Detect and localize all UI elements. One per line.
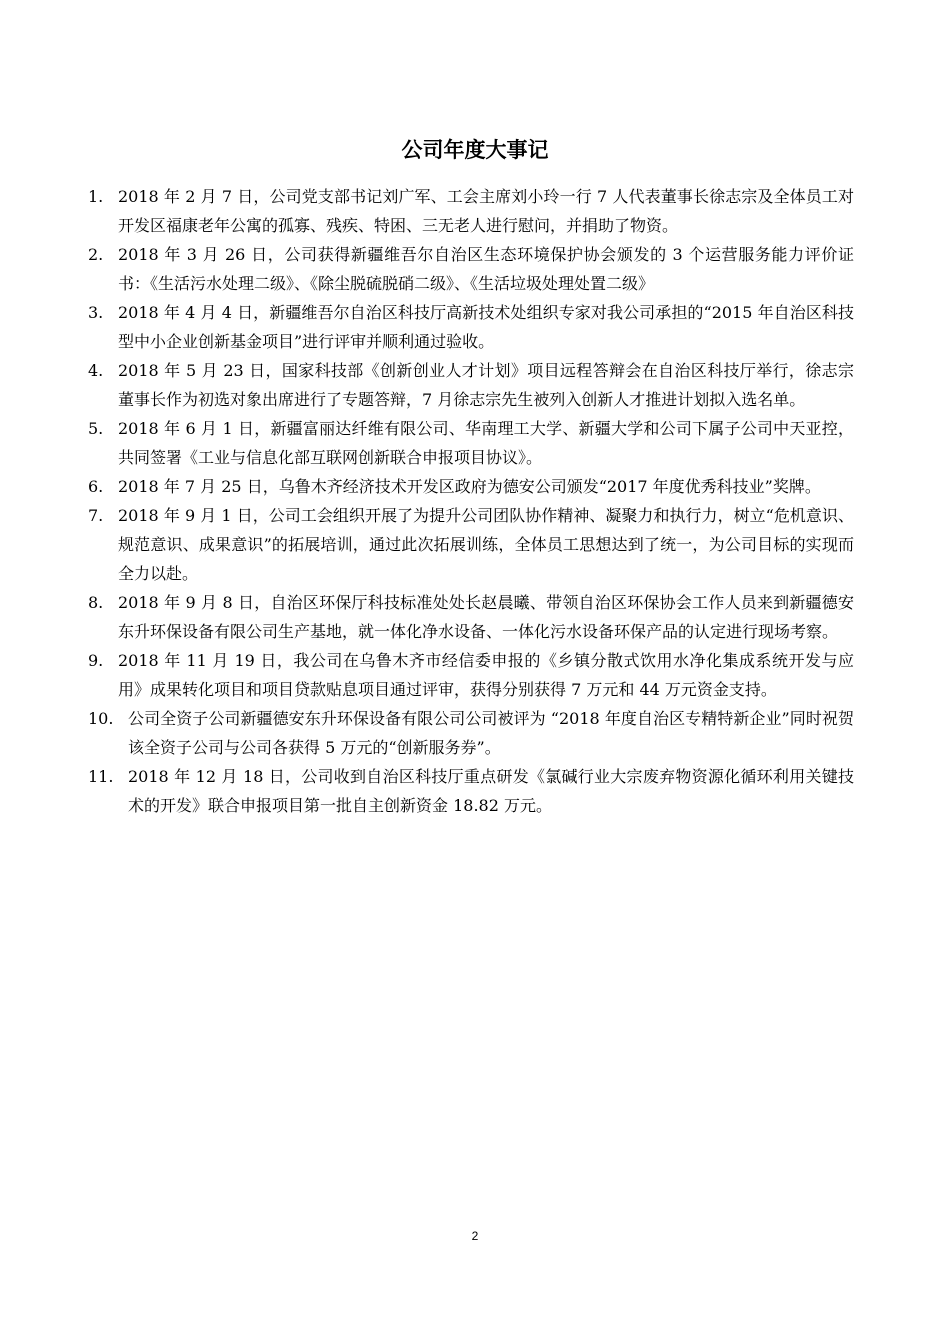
list-item [88, 646, 854, 704]
list-item-text: 2018 年 9 月 8 日，自治区环保厅科技标准处处长赵晨曦、带领自治区环保协会工作人员来到新疆德安东升环保设备有限公司生产基地，就一体化净水设备、一体化污水设备环保产品的认定进行现场考察。 [118, 593, 854, 641]
list-item-text: 公司全资子公司新疆德安东升环保设备有限公司公司被评为 “2018 年度自治区专精特新企业”同时祝贺该全资子公司与公司各获得 5 万元的“创新服务券”。 [128, 709, 854, 757]
list-item-text: 2018 年 12 月 18 日，公司收到自治区科技厅重点研发《氯碱行业大宗废弃物资源化循环利用关键技术的开发》联合申报项目第一批自主创新资金 18.82 万元。 [128, 767, 854, 815]
list-item-text: 2018 年 7 月 25 日，乌鲁木齐经济技术开发区政府为德安公司颁发“2017 年度优秀科技业”奖牌。 [118, 477, 821, 496]
list-item-text: 2018 年 6 月 1 日，新疆富丽达纤维有限公司、华南理工大学、新疆大学和公司下属子公司中天亚控，共同签署《工业与信息化部互联网创新联合申报项目协议》。 [118, 419, 854, 467]
list-item-text: 2018 年 5 月 23 日，国家科技部《创新创业人才计划》项目远程答辩会在自治区科技厅举行，徐志宗董事长作为初选对象出席进行了专题答辩，7 月徐志宗先生被列入创新人才推进计划拟入选名单。 [118, 361, 854, 409]
list-item-number: 11. [88, 767, 114, 786]
list-item [88, 356, 854, 414]
list-item-number: 5. [88, 419, 104, 438]
list-item-number: 1. [88, 187, 104, 206]
list-item-number: 10. [88, 709, 114, 728]
list-item-number: 9. [88, 651, 104, 670]
list-item-number: 2. [88, 245, 104, 264]
list-item-text: 2018 年 11 月 19 日，我公司在乌鲁木齐市经信委申报的《乡镇分散式饮用水净化集成系统开发与应用》成果转化项目和项目贷款贴息项目通过评审，获得分别获得 7 万元和 44 万元资金支持。 [118, 651, 854, 699]
page-title: 公司年度大事记 [401, 138, 549, 162]
list-item-text: 2018 年 3 月 26 日，公司获得新疆维吾尔自治区生态环境保护协会颁发的 3 个运营服务能力评价证书：《生活污水处理二级》、《除尘脱硫脱硝二级》、《生活垃圾处理处置二级》 [118, 245, 854, 293]
list-item [88, 588, 854, 646]
list-item [88, 240, 854, 298]
page-number: 2 [471, 1229, 479, 1243]
list-item-number: 6. [88, 477, 104, 496]
list-item-number: 7. [88, 506, 104, 525]
list-item-number: 8. [88, 593, 104, 612]
list-item-text: 2018 年 2 月 7 日，公司党支部书记刘广军、工会主席刘小玲一行 7 人代表董事长徐志宗及全体员工对开发区福康老年公寓的孤寡、残疾、特困、三无老人进行慰问，并捐助了物资。 [118, 187, 854, 235]
list-item [88, 704, 854, 762]
list-item [88, 472, 854, 501]
list-item [88, 298, 854, 356]
list-item [88, 414, 854, 472]
list-item [88, 762, 854, 820]
list-item-text: 2018 年 4 月 4 日，新疆维吾尔自治区科技厅高新技术处组织专家对我公司承担的“2015 年自治区科技型中小企业创新基金项目”进行评审并顺利通过验收。 [118, 303, 854, 351]
list-item [88, 501, 854, 588]
events-list [88, 182, 854, 820]
list-item-number: 3. [88, 303, 104, 322]
list-item-number: 4. [88, 361, 104, 380]
list-item-text: 2018 年 9 月 1 日，公司工会组织开展了为提升公司团队协作精神、凝聚力和执行力，树立“危机意识、规范意识、成果意识”的拓展培训，通过此次拓展训练，全体员工思想达到了统一，为公司目标的实现而全力以赴。 [118, 506, 854, 583]
list-item [88, 182, 854, 240]
